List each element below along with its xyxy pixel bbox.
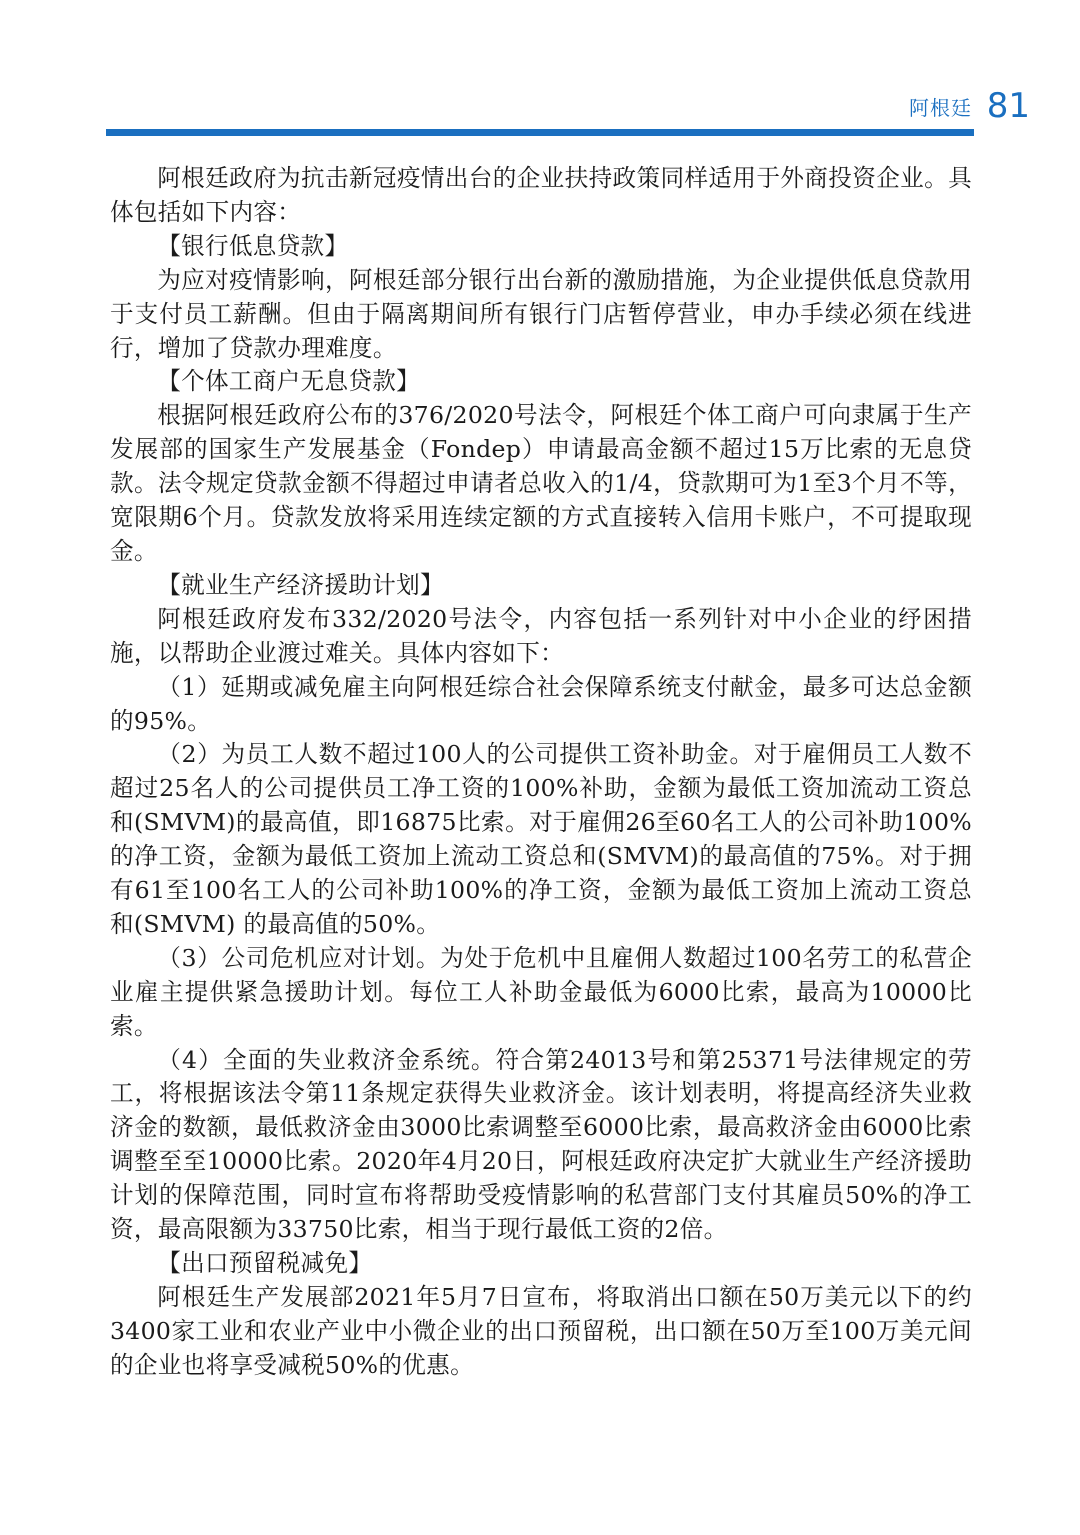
section-heading: 【就业生产经济援助计划】: [157, 570, 444, 599]
list-item: （4）全面的失业救济金系统。符合第24013号和第25371号法律规定的劳工，将根据该法令第11条规定获得失业救济金。该计划表明，将提高经济失业救济金的数额，最低救济金由3000比索调整至6000比索，最高救济金由6000比索调整至至10000比索。2020年4月20日，阿根廷政府决定扩大就业生产经济援助计划的保障范围，同时宣布将帮助受疫情影响的私营部门支付其雇员50%的净工资，最高限额为33750比索，相当于现行最低工资的2倍。: [110, 1045, 972, 1244]
list-item: （3）公司危机应对计划。为处于危机中且雇佣人数超过100名劳工的私营企业雇主提供紧急援助计划。每位工人补助金最低为6000比索，最高为10000比索。: [110, 943, 972, 1040]
header-rule: [106, 129, 974, 136]
section-heading: 【出口预留税减免】: [157, 1249, 373, 1277]
paragraph: 阿根廷生产发展部2021年5月7日宣布，将取消出口额在50万美元以下的约3400家工业和农业产业中小微企业的出口预留税，出口额在50万至100万美元间的企业也将享受减税50%的优惠。: [110, 1282, 972, 1379]
paragraph: 为应对疫情影响，阿根廷部分银行出台新的激励措施，为企业提供低息贷款用于支付员工薪酬。但由于隔离期间所有银行门店暂停营业，申办手续必须在线进行，增加了贷款办理难度。: [110, 265, 972, 362]
paragraph: 阿根廷政府为抗击新冠疫情出台的企业扶持政策同样适用于外商投资企业。具体包括如下内容：: [110, 164, 972, 226]
body-text: [110, 162, 972, 1383]
list-item: （1）延期或减免雇主向阿根廷综合社会保障系统支付献金，最多可达总金额的95%。: [110, 672, 972, 735]
paragraph: 阿根廷政府发布332/2020号法令，内容包括一系列针对中小企业的纾困措施，以帮助企业渡过难关。具体内容如下：: [110, 604, 972, 667]
section-heading: 【个体工商户无息贷款】: [157, 367, 421, 396]
list-item: （2）为员工人数不超过100人的公司提供工资补助金。对于雇佣员工人数不超过25名人的公司提供员工净工资的100%补助，金额为最低工资加流动工资总和(SMVM)的最高值，即16875比索。对于雇佣26至60名工人的公司补助100%的净工资，金额为最低工资加上流动工资总和(SMVM)的最高值的75%。对于拥有61至100名工人的公司补助100%的净工资，金额为最低工资加上流动工资总和(SMVM) 的最高值的50%。: [110, 740, 972, 938]
page-number: 81: [986, 86, 1030, 126]
section-heading: 【银行低息贷款】: [157, 231, 349, 260]
running-header-country: 阿根廷: [909, 96, 972, 120]
paragraph: 根据阿根廷政府公布的376/2020号法令，阿根廷个体工商户可向隶属于生产发展部的国家生产发展基金（Fondep）申请最高金额不超过15万比索的无息贷款。法令规定贷款金额不得超过申请者总收入的1/4，贷款期可为1至3个月不等，宽限期6个月。贷款发放将采用连续定额的方式直接转入信用卡账户，不可提取现金。: [110, 401, 972, 565]
